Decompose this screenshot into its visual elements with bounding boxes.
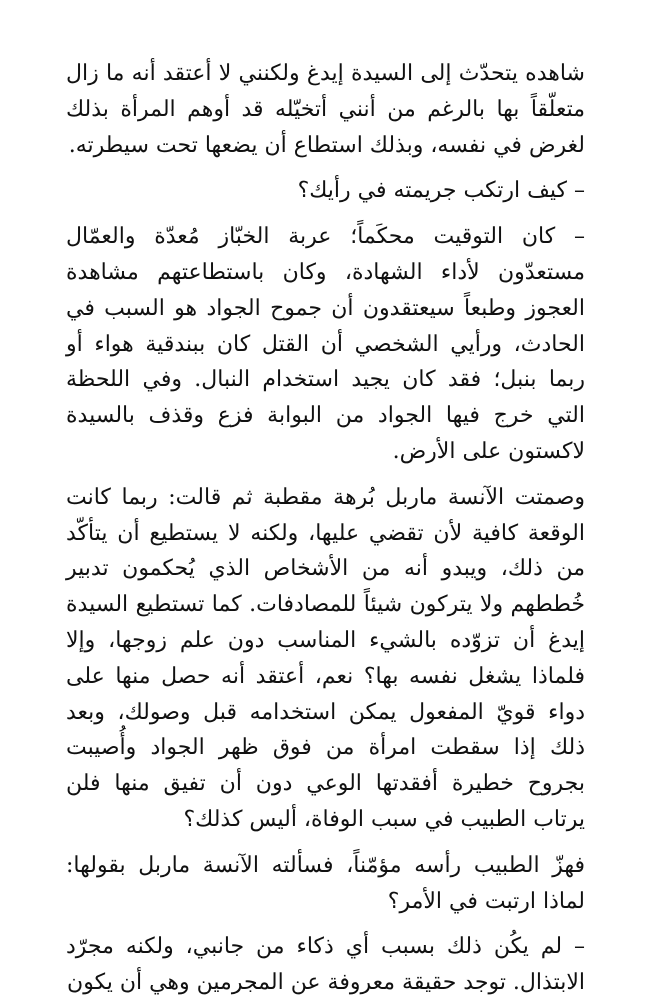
paragraph: شاهده يتحدّث إلى السيدة إيدغ ولكنني لا أعتقد أنه ما زال متعلّقاً بها بالرغم من أنني أتخيّله قد أوهم المرأة بذلك لغرض في نفسه، وبذلك استطاع أن يضعها تحت سيطرته. — [66, 61, 585, 158]
paragraph: – كان التوقيت محكَماً؛ عربة الخبّاز مُعدّة والعمّال مستعدّون لأداء الشهادة، وكان باستطاعتهم مشاهدة العجوز وطبعاً سيعتقدون أن جموح الجواد هو السبب في الحادث، ورأيي الشخصي أن القتل كان ببندقية هواء أو ربما بنبل؛ فقد كان يجيد استخدام النبال. وفي اللحظة التي خرج فيها الجواد من البوابة فزع وقذف بالسيدة لاكستون على الأرض. — [66, 224, 585, 464]
paragraph: – لم يكُن ذلك بسبب أي ذكاء من جانبي، ولكنه مجرّد الابتذال. توجد حقيقة معروفة عن المجرمين وهي أن يكون — [66, 934, 585, 996]
paragraph: وصمتت الآنسة ماربل بُرهة مقطبة ثم قالت: ربما كانت الوقعة كافية لأن تقضي عليها، ولكنه لا يستطيع أن يتأكّد من ذلك، ويبدو أنه من الأشخاص الذي يُحكمون تدبير خُططهم ولا يتركون شيئاً للمصادفات. كما تستطيع السيدة إيدغ أن تزوّده بالشيء المناسب دون علم زوجها، وإلا فلماذا يشغل نفسه بها؟ نعم، أعتقد أنه حصل منها على دواء قويّ المفعول يمكن استخدامه قبل وصولك، وبعد ذلك إذا سقطت امرأة من فوق ظهر الجواد وأُصيبت بجروح خطيرة أفقدتها الوعي دون أن تفيق منها فلن يرتاب الطبيب في سبب الوفاة، أليس كذلك؟ — [66, 484, 585, 832]
paragraph: – كيف ارتكب جريمته في رأيك؟ — [297, 178, 585, 204]
paragraph: فهزّ الطبيب رأسه مؤمّناً، فسألته الآنسة ماربل بقولها: لماذا ارتبت في الأمر؟ — [66, 852, 585, 914]
